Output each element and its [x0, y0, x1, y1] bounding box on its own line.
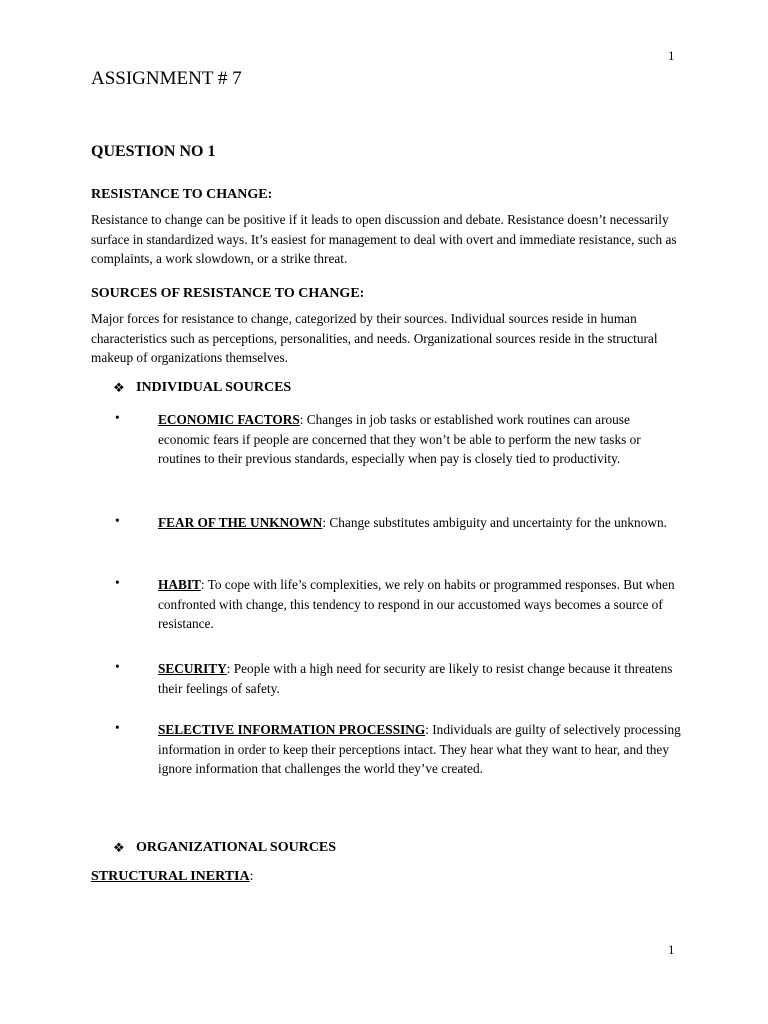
item-term: ECONOMIC FACTORS — [158, 412, 300, 427]
bullet-icon: • — [115, 659, 120, 674]
diamond-bullet-icon: ❖ — [113, 380, 125, 395]
page-number-bottom: 1 — [668, 942, 675, 957]
item-text: Change substitutes ambiguity and uncertainty for the unknown. — [326, 515, 667, 530]
item-separator: : — [226, 661, 231, 676]
item-term: SELECTIVE INFORMATION PROCESSING — [158, 722, 426, 737]
item-text: Individuals are guilty of selectively processing information in order to keep their perceptions intact. They hear what they want to hear, and they ignore information that challenges the world they’ve created. — [158, 722, 681, 776]
bullet-icon: • — [115, 513, 120, 528]
item-text: People with a high need for security are likely to resist change because it threatens their feelings of safety. — [158, 661, 673, 696]
diamond-bullet-icon: ❖ — [113, 840, 125, 855]
item-term: FEAR OF THE UNKNOWN — [158, 515, 323, 530]
bullet-icon: • — [115, 575, 120, 590]
resistance-heading: RESISTANCE TO CHANGE: — [91, 187, 273, 202]
item-separator: : — [200, 577, 205, 592]
structural-inertia-heading — [91, 869, 254, 885]
item-separator: : — [425, 722, 429, 737]
bullet-icon: • — [115, 410, 120, 425]
item-text: To cope with life’s complexities, we rely on habits or programmed responses. But when confronted with change, this tendency to respond in our accustomed ways becomes a source of resistance. — [158, 577, 675, 631]
resistance-paragraph: Resistance to change can be positive if it leads to open discussion and debate. Resistance doesn’t necessarily surface in standardized ways. It’s easiest for management to deal with overt and immediate resistance, such as complaints, a work slowdown, or a strike threat. — [91, 212, 677, 266]
individual-sources-heading: INDIVIDUAL SOURCES — [136, 380, 292, 395]
list-item — [158, 720, 683, 779]
item-separator: : — [322, 515, 327, 530]
bullet-icon: • — [115, 720, 120, 735]
assignment-title: ASSIGNMENT # 7 — [91, 68, 242, 89]
list-item — [158, 659, 683, 698]
sources-heading: SOURCES OF RESISTANCE TO CHANGE: — [91, 286, 365, 301]
item-term: SECURITY — [158, 661, 227, 676]
question-title: QUESTION NO 1 — [91, 143, 216, 160]
item-separator: : — [299, 412, 304, 427]
structural-inertia-term: STRUCTURAL INERTIA — [91, 869, 250, 884]
item-text: Changes in job tasks or established work routines can arouse economic fears if people are concerned that they won’t be able to perform the new tasks or routines to their previous standards, especially when pay is closely tied to productivity. — [158, 412, 641, 466]
structural-inertia-separator: : — [249, 869, 254, 884]
list-item — [158, 575, 683, 634]
item-term: HABIT — [158, 577, 201, 592]
page-number-top: 1 — [668, 48, 675, 63]
list-item — [158, 513, 683, 533]
list-item — [158, 410, 683, 469]
sources-paragraph: Major forces for resistance to change, categorized by their sources. Individual sources reside in human characteristics such as perceptions, personalities, and needs. Organizational sources reside in the structural makeup of organizations themselves. — [91, 311, 658, 365]
organizational-sources-heading: ORGANIZATIONAL SOURCES — [136, 840, 337, 855]
